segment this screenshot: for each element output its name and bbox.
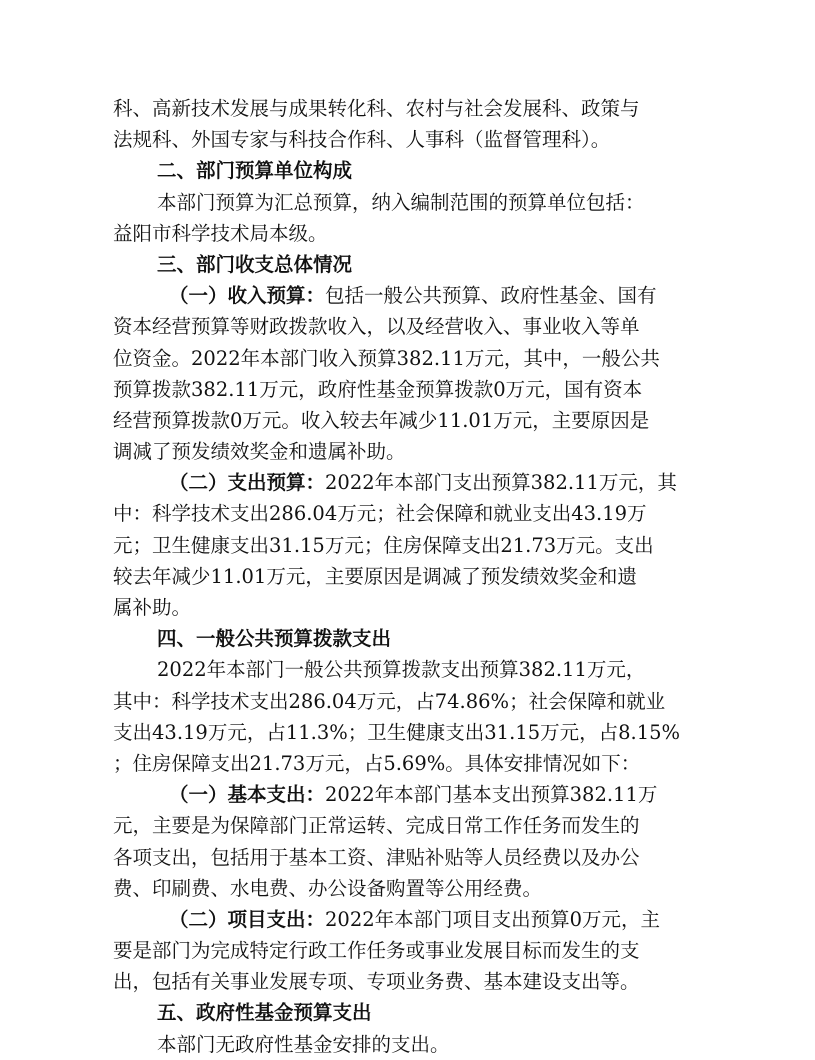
text-line: 法规科、外国专家与科技合作科、人事科（监督管理科）。 [113, 128, 611, 152]
subsection-title: （一）收入预算： [169, 284, 326, 308]
text-line: 支出43.19万元，占11.3%；卫生健康支出31.15万元，占8.15% [113, 720, 681, 744]
text-line: 2022年本部门一般公共预算拨款支出预算382.11万元， [157, 658, 646, 682]
text-line: 益阳市科学技术局本级。 [113, 221, 328, 245]
text-run: 2022年本部门基本支出预算382.11万 [325, 783, 658, 807]
subsection-title: （一）基本支出： [169, 783, 326, 807]
section-heading: 四、一般公共预算拨款支出 [157, 627, 392, 651]
text-line: 中：科学技术支出286.04万元；社会保障和就业支出43.19万 [113, 502, 647, 526]
subsection-line [113, 467, 703, 498]
text-line: 要是部门为完成特定行政工作任务或事业发展目标而发生的支 [113, 939, 640, 963]
text-run: 2022年本部门支出预算382.11万元，其 [325, 471, 677, 495]
subsection-title: （二）支出预算： [169, 471, 326, 495]
section-heading: 五、政府性基金预算支出 [157, 1001, 372, 1025]
text-line: 本部门预算为汇总预算，纳入编制范围的预算单位包括： [157, 190, 645, 214]
text-line: 元，主要是为保障部门正常运转、完成日常工作任务而发生的 [113, 814, 640, 838]
text-line: 出，包括有关事业发展专项、专项业务费、基本建设支出等。 [113, 970, 640, 994]
text-run: 包括一般公共预算、政府性基金、国有 [325, 284, 657, 308]
text-line: 其中：科学技术支出286.04万元，占74.86%；社会保障和就业 [113, 689, 666, 713]
text-line: 元；卫生健康支出31.15万元；住房保障支出21.73万元。支出 [113, 533, 654, 557]
subsection-title: （二）项目支出： [169, 907, 326, 931]
text-line: 预算拨款382.11万元，政府性基金预算拨款0万元，国有资本 [113, 377, 643, 401]
text-line: 费、印刷费、水电费、办公设备购置等公用经费。 [113, 876, 543, 900]
document-body [113, 93, 703, 1060]
subsection-line [113, 904, 703, 935]
text-line: ；住房保障支出21.73万元，占5.69%。具体安排情况如下： [113, 751, 641, 775]
text-line: 调减了预发绩效奖金和遗属补助。 [113, 440, 406, 464]
text-line: 较去年减少11.01万元，主要原因是调减了预发绩效奖金和遗 [113, 564, 637, 588]
text-line: 各项支出，包括用于基本工资、津贴补贴等人员经费以及办公 [113, 845, 640, 869]
text-line: 经营预算拨款0万元。收入较去年减少11.01万元，主要原因是 [113, 408, 650, 432]
text-line: 位资金。2022年本部门收入预算382.11万元，其中，一般公共 [113, 346, 660, 370]
text-line: 本部门无政府性基金安排的支出。 [157, 1032, 450, 1056]
text-line: 科、高新技术发展与成果转化科、农村与社会发展科、政策与 [113, 97, 640, 120]
section-heading: 三、部门收支总体情况 [157, 252, 353, 276]
subsection-line [113, 280, 703, 311]
subsection-line [113, 779, 703, 810]
text-line: 资本经营预算等财政拨款收入，以及经营收入、事业收入等单 [113, 315, 640, 339]
section-heading: 二、部门预算单位构成 [157, 159, 353, 183]
text-run: 2022年本部门项目支出预算0万元，主 [325, 907, 661, 931]
text-line: 属补助。 [113, 596, 192, 619]
